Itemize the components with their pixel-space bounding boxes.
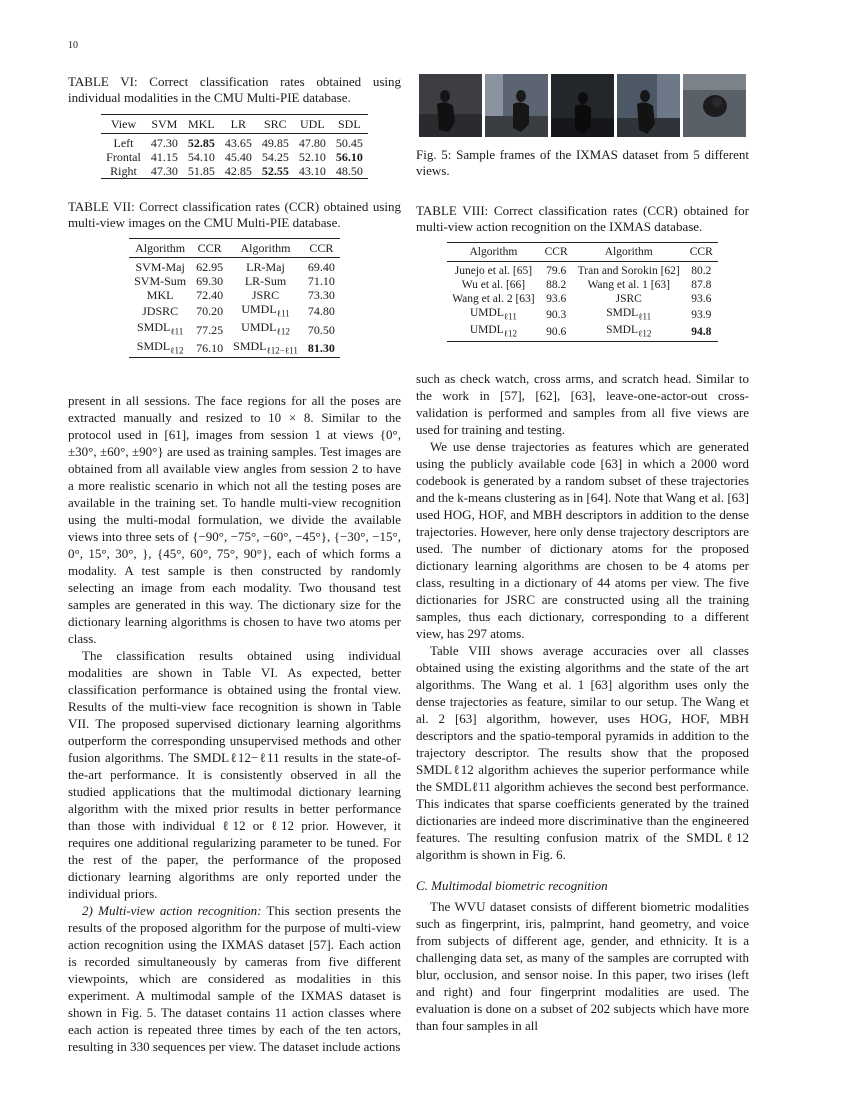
table7-cell: SVM-Maj [135, 260, 185, 274]
table6-cell: 52.85 [187, 136, 215, 150]
right-body-text [416, 370, 749, 1034]
paragraph: The classification results obtained using individual modalities are shown in Table VI. As expected, better classification performance is obtained using the frontal view. Results of the multi-view face recognition is shown in Table VII. The proposed supervised dictionary learning algorithms outperform the corresponding unsupervised methods and other fusion algorithms. The SMDLℓ12−ℓ11 results in the state-of-the-art performance. It is consistently observed in all the studied applications that the multimodal dictionary learning algorithm with the mixed prior results in better performance than those with individual ℓ12 or ℓ12 prior. However, it requires one additional regularizing parameter to be tuned. For the rest of the paper, the performance of the proposed dictionary learning algorithms are only reported under the individual priors. [68, 648, 401, 902]
table8-cell: Wang et al. 2 [63] [452, 293, 535, 305]
figure5-caption: Fig. 5: Sample frames of the IXMAS dataset from 5 different views. [416, 147, 749, 178]
table-row [447, 262, 718, 279]
table8-cell: 90.3 [546, 308, 567, 321]
table6-cell: 52.10 [298, 150, 326, 164]
ixmas-frame-5 [683, 74, 746, 137]
table6-cell: 56.10 [335, 150, 363, 164]
table7-cell: 62.95 [196, 260, 224, 274]
table8-cell: Wang et al. 1 [63] [587, 279, 670, 291]
table7-cell: 72.40 [196, 288, 224, 302]
table7-caption: TABLE VII: Correct classification rates (CCR) obtained using multi-view images on the CMU Multi-PIE database. [68, 199, 401, 230]
ixmas-frame-2 [485, 74, 548, 137]
table6-header: View [101, 115, 146, 134]
table7-cell: 74.80 [307, 304, 335, 319]
table6-cell: 42.85 [220, 164, 257, 179]
table7-cell: JDSRC [142, 304, 179, 319]
table7-cell: 70.20 [196, 304, 224, 319]
paragraph: Table VIII shows average accuracies over all classes obtained using the existing algorithms and the state of the art algorithms. The Wang et al. 1 [63] algorithm uses only the dense trajectories as feature, similar to our setup. The Wang et al. 2 [63] algorithm, however, uses HOG, HOF, MBH descriptors and the spatio-temporal pyramids in addition to the trajectory descriptor. The results show that the proposed SMDLℓ12 algorithm achieves the superior performance while the SMDLℓ11 algorithm achieves the second best performance. This indicates that sparse coefficients generated by the trained dictionaries are indeed more discriminative than the engineered features. The resulting confusion matrix of the SMDLℓ12 algorithm is shown in Fig. 6. [416, 642, 749, 862]
table6-cell: 45.40 [224, 150, 252, 164]
table6-cell: 50.45 [335, 136, 363, 150]
table-row [129, 320, 340, 338]
table8-cell: Junejo et al. [65] [454, 265, 533, 277]
table-row [101, 150, 368, 164]
table7-header-row [129, 239, 340, 258]
table6-header: SVM [146, 115, 183, 134]
table8-cell: $SMDL_{\ell 11}$ [606, 307, 652, 322]
table6-cell: 54.10 [187, 150, 215, 164]
section-heading: C. Multimodal biometric recognition [416, 877, 608, 893]
table6 [101, 114, 368, 179]
table8-caption: TABLE VIII: Correct classification rates (CCR) obtained for multi-view action recognition on the IXMAS database. [416, 203, 749, 234]
table7-cell: 69.40 [307, 260, 335, 274]
table8-cell: 93.9 [691, 308, 712, 321]
table-row [447, 278, 718, 292]
table7-cell: 73.30 [307, 288, 335, 302]
table7 [129, 238, 340, 358]
table-row [447, 306, 718, 323]
paragraph: 2) Multi-view action recognition: This section presents the results of the proposed algorithm for the purpose of multi-view action recognition using the IXMAS dataset [57]. Each action is recorded simultaneously by cameras from five different viewpoints, which are considered as modalities in this experiment. A multimodal sample of the IXMAS dataset is shown in Fig. 5. The dataset contains 11 action classes where each action is repeated three times by each of the ten actors, resulting in 330 sequences per view. The dataset include actions [68, 903, 401, 1055]
table7-header: CCR [191, 239, 228, 258]
table6-cell: 47.30 [146, 164, 183, 179]
table-row [447, 292, 718, 306]
left-column [68, 74, 401, 1055]
table6-cell: 41.15 [150, 150, 178, 164]
paragraph: present in all sessions. The face regions for all the poses are extracted manually and resized to 10 × 8. Similar to the protocol used in [61], images from session 1 at views {0°, ±30°, ±60°, ±90°} are used as training samples. Test images are obtained from all available view angles from session 2 to have a more realistic scenario in which not all the testing poses are available in the training set. To handle multi-view recognition using the multi-modal formulation, we divide the available views into three sets of {−90°, −75°, −60°, −45°}, {−30°, −15°, 0°, 15°, 30°, }, {45°, 60°, 75°, 90°}, each of which forms a modality. A test sample is then constructed by randomly selecting an image from each modality. Two thousand test samples are generated in this way. The dictionary size for the dictionary learning algorithms is chosen to have two atoms per class. [68, 393, 401, 647]
right-column [416, 74, 749, 1034]
table-row [129, 339, 340, 358]
table8-cell: Wu et al. [66] [461, 279, 526, 291]
table-row [129, 274, 340, 288]
table7-cell: JSRC [251, 288, 280, 302]
table8-cell: 94.8 [685, 323, 718, 341]
table6-cell: 47.30 [150, 136, 178, 150]
table6-cell: 43.10 [294, 164, 331, 179]
table6-header: SDL [331, 115, 368, 134]
table7-cell: $SMDL_{\ell 11}$ [136, 320, 184, 337]
table-row [129, 288, 340, 302]
paragraph: such as check watch, cross arms, and scratch head. Similar to the work in [57], [62], [63], leave-one-actor-out cross-validation is performed and samples from all five views are used for training and testing. [416, 370, 749, 437]
table8-cell: $UMDL_{\ell 12}$ [447, 323, 539, 341]
table6-header: UDL [294, 115, 331, 134]
left-body-text [68, 392, 401, 1055]
table7-cell: LR-Maj [246, 260, 285, 274]
paragraph: The WVU dataset consists of different biometric modalities such as fingerprint, iris, palmprint, hand geometry, and voice from subjects of different age, gender, and ethnicity. It is a challenging data set, as many of the samples are corrupted with blur, occlusion, and sensor noise. In this paper, two irises (left and right) and four fingerprint modalities are used. The evaluation is done on a subset of 202 subjects which have more than four samples in all [416, 898, 749, 1033]
table7-cell: 70.50 [307, 322, 335, 337]
ixmas-frame-4 [617, 74, 680, 137]
table7-cell: SVM-Sum [134, 274, 187, 288]
table6-cell: Right [101, 164, 146, 179]
table7-cell: 71.10 [307, 274, 335, 288]
table-row [101, 134, 368, 151]
table8-cell: $SMDL_{\ell 12}$ [573, 323, 685, 341]
table8 [447, 242, 718, 342]
table6-cell: 49.85 [261, 136, 289, 150]
table7-cell: MKL [146, 288, 174, 302]
table6-cell: 43.65 [224, 136, 252, 150]
ixmas-frame-3 [551, 74, 614, 137]
subsection-heading: 2) Multi-view action recognition: [82, 903, 262, 919]
table7-cell: 76.10 [191, 339, 228, 358]
table-row [447, 323, 718, 341]
table7-cell: $UMDL_{\ell 12}$ [241, 320, 290, 337]
table7-cell: $UMDL_{\ell 11}$ [241, 302, 290, 319]
table8-cell: JSRC [615, 293, 642, 305]
table8-cell: Tran and Sorokin [62] [577, 265, 680, 277]
table6-caption: TABLE VI: Correct classification rates obtained using individual modalities in the CMU Multi-PIE database. [68, 74, 401, 105]
table6-cell: 51.85 [183, 164, 220, 179]
table8-cell: 80.2 [691, 265, 712, 277]
table8-cell: $UMDL_{\ell 11}$ [469, 307, 517, 322]
table7-cell: 69.30 [196, 274, 224, 288]
table8-cell: 90.6 [540, 323, 573, 341]
ixmas-frame-1 [419, 74, 482, 137]
table7-cell: $SMDL_{\ell 12}$ [129, 339, 191, 358]
table7-header: Algorithm [129, 239, 191, 258]
table-row [129, 258, 340, 275]
table7-header: CCR [303, 239, 340, 258]
table6-cell: Left [113, 136, 134, 150]
table6-header: LR [220, 115, 257, 134]
table7-header: Algorithm [228, 239, 303, 258]
table7-cell: $SMDL_{\ell 12-\ell 11}$ [228, 339, 303, 358]
table6-header: SRC [257, 115, 294, 134]
table8-header: Algorithm [447, 243, 539, 262]
table8-cell: 79.6 [546, 265, 567, 277]
table-row [101, 164, 368, 179]
table8-cell: 88.2 [546, 279, 567, 291]
table8-header: CCR [540, 243, 573, 262]
table8-header: CCR [685, 243, 718, 262]
table-row [129, 302, 340, 320]
page-number: 10 [68, 40, 78, 51]
table8-cell: 93.6 [691, 293, 712, 305]
table8-header-row [447, 243, 718, 262]
table6-cell: 54.25 [261, 150, 289, 164]
paragraph: We use dense trajectories as features which are generated using the publicly available code [63] in which a 2000 word codebook is generated by a random subset of these trajectories and the k-means clustering as in [64]. Note that Wang et al. [63] used HOG, HOF, and MBH descriptors in addition to the dense trajectories. However, here only dense trajectory descriptors are used. The number of dictionary atoms for the proposed dictionary learning algorithms are chosen to be 4 atoms per class, resulting in a dictionary of 44 atoms per view. The five dictionaries for JSRC are constructed using all the training samples, thus each dictionary, corresponding to a different view, has 297 atoms. [416, 438, 750, 641]
table6-cell: Frontal [106, 150, 141, 164]
table7-cell: LR-Sum [244, 274, 287, 288]
figure5-frames [419, 74, 749, 137]
table6-header: MKL [183, 115, 220, 134]
table7-cell: 77.25 [196, 322, 224, 337]
table8-header: Algorithm [573, 243, 685, 262]
table6-header-row [101, 115, 368, 134]
table6-cell: 47.80 [298, 136, 326, 150]
table8-cell: 93.6 [546, 293, 567, 305]
table6-cell: 52.55 [257, 164, 294, 179]
table6-cell: 48.50 [331, 164, 368, 179]
table7-cell: 81.30 [303, 339, 340, 358]
table8-cell: 87.8 [691, 279, 712, 291]
